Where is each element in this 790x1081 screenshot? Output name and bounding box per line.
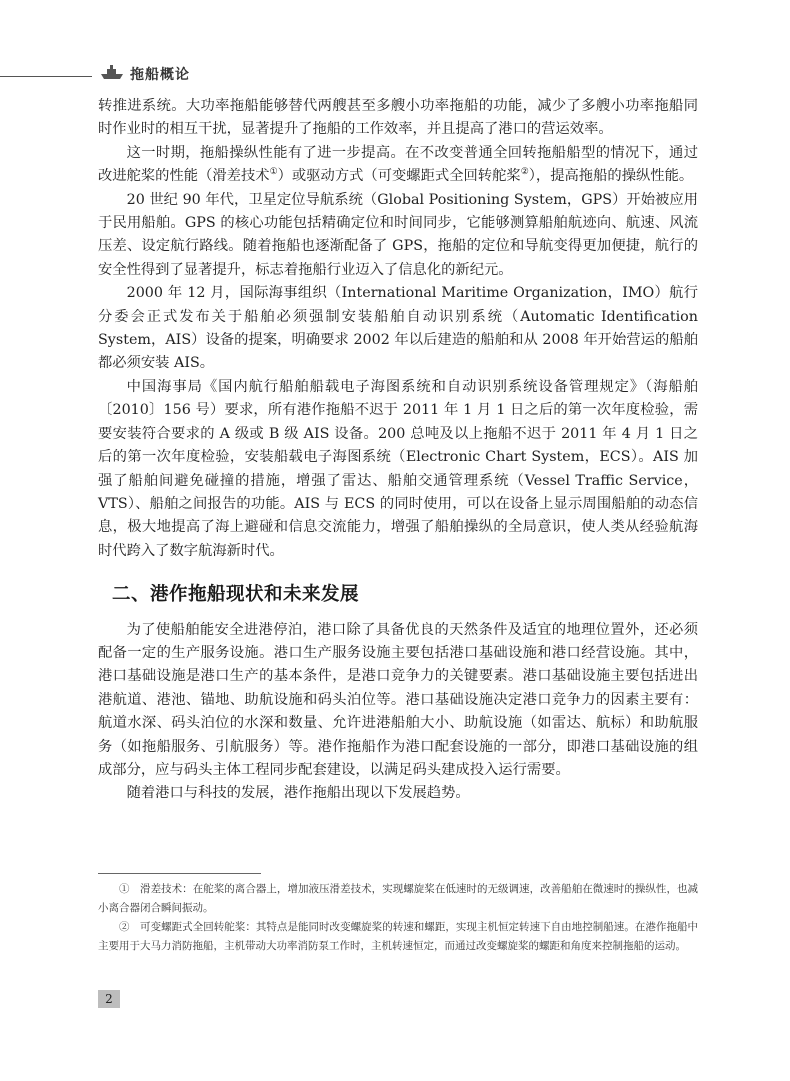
paragraph-msa-regulation: 中国海事局《国内航行船舶船载电子海图系统和自动识别系统设备管理规定》（海船舶〔2010〕156 号）要求，所有港作拖船不迟于 2011 年 1 月 1 日之后的第一次年度检验，需要安装符合要求的 A 级或 B 级 AIS 设备。200 总吨及以上拖船不迟于 2011 年 4 月 1 日之后的第一次年度检验，安装船载电子海图系统（Electronic Chart System，ECS）。AIS 加强了船舶间避免碰撞的措施，增强了雷达、船舶交通管理系统（Vessel Traffic Service，VTS）、船舶之间报告的功能。AIS 与 ECS 的同时使用，可以在设备上显示周围船舶的动态信息，极大地提高了海上避碰和信息交流能力，增强了船舶操纵的全局意识，使人类从经验航海时代跨入了数字航海新时代。	[98, 378, 698, 559]
page-number: 2	[98, 990, 120, 1008]
footnote-ref-2[interactable]: ②	[520, 167, 529, 178]
paragraph-imo-ais: 2000 年 12 月，国际海事组织（International Maritime Organization，IMO）航行分委会正式发布关于船舶必须强制安装船舶自动识别系统（Automatic Identification System，AIS）设备的提案，明确要求 2002 年以后建造的船舶和从 2008 年开始营运的船舶都必须安装 AIS。	[98, 285, 698, 372]
paragraph-continued: 转推进系统。大功率拖船能够替代两艘甚至多艘小功率拖船的功能，减少了多艘小功率拖船同时作业时的相互干扰，显著提升了拖船的工作效率，并且提高了港口的营运效率。	[98, 98, 698, 138]
footnotes	[98, 880, 698, 956]
section-heading: 二、港作拖船现状和未来发展	[112, 584, 360, 606]
header-rule	[0, 76, 92, 77]
footnote-ref-1[interactable]: ①	[269, 167, 278, 178]
paragraph-port-facilities: 为了使船舶能安全进港停泊，港口除了具备优良的天然条件及适宜的地理位置外，还必须配备一定的生产服务设施。港口生产服务设施主要包括港口基础设施和港口经营设施。其中，港口基础设施是港口生产的基本条件，是港口竞争力的关键要素。港口基础设施主要包括进出港航道、港池、锚地、助航设施和码头泊位等。港口基础设施决定港口竞争力的因素主要有：航道水深、码头泊位的水深和数量、允许进港船舶大小、助航设施（如雷达、航标）和助航服务（如拖船服务、引航服务）等。港作拖船作为港口配套设施的一部分，即港口基础设施的组成部分，应与码头主体工程同步配套建设，以满足码头建成投入运行需要。	[98, 621, 698, 778]
paragraph-gps: 20 世纪 90 年代，卫星定位导航系统（Global Positioning System，GPS）开始被应用于民用船舶。GPS 的核心功能包括精确定位和时间同步，它能够测算船舶航迹向、航速、风流压差、设定航行路线。随着拖船也逐渐配备了 GPS，拖船的定位和导航变得更加便捷，航行的安全性得到了显著提升，标志着拖船行业迈入了信息化的新纪元。	[98, 191, 699, 278]
main-body	[98, 95, 698, 806]
tugboat-icon	[100, 64, 124, 80]
paragraph-maneuverability: 这一时期，拖船操纵性能有了进一步提高。在不改变普通全回转拖船船型的情况下，通过改进舵桨的性能（滑差技术①）或驱动方式（可变螺距式全回转舵桨②），提高拖船的操纵性能。	[98, 144, 698, 185]
running-header-title: 拖船概论	[130, 67, 190, 83]
footnote-2: ② 可变螺距式全回转舵桨：其特点是能同时改变螺旋桨的转速和螺距，实现主机恒定转速下自由地控制船速。在港作拖船中主要用于大马力消防拖船，主机带动大功率消防泵工作时，主机转速恒定，而通过改变螺旋桨的螺距和角度来控制拖船的运动。	[98, 921, 698, 952]
footnote-1: ① 滑差技术：在舵桨的离合器上，增加液压滑差技术，实现螺旋桨在低速时的无级调速，改善船舶在微速时的操纵性，也减小离合器闭合瞬间振动。	[98, 883, 698, 914]
paragraph-trends: 随着港口与科技的发展，港作拖船出现以下发展趋势。	[126, 785, 470, 802]
footnote-rule	[98, 873, 261, 874]
